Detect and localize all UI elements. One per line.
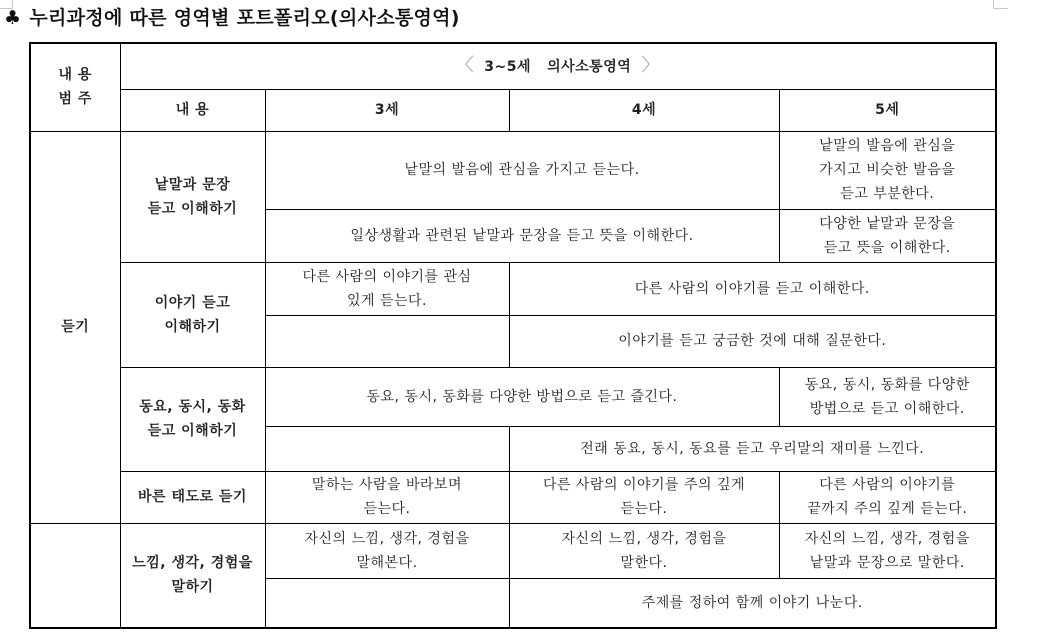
- content-label-proper-attitude: 바른 태도로 듣기: [120, 471, 265, 523]
- table-row: [30, 367, 996, 426]
- header-age-5: 5세: [779, 89, 996, 131]
- cell-age3-empty: [265, 426, 509, 471]
- cell-age3: 말하는 사람을 바라보며 듣는다.: [265, 471, 509, 523]
- banner-title: 3~5세 의사소통영역: [484, 58, 632, 75]
- cell-age45: 다른 사람의 이야기를 듣고 이해한다.: [509, 262, 996, 315]
- header-age-4: 4세: [509, 89, 779, 131]
- cell-age34: 동요, 동시, 동화를 다양한 방법으로 듣고 즐긴다.: [265, 367, 779, 426]
- table-row: [30, 131, 996, 209]
- content-label-songs-poems-tales: 동요, 동시, 동화 듣고 이해하기: [120, 367, 265, 471]
- cell-age45: 이야기를 듣고 궁금한 것에 대해 질문한다.: [509, 315, 996, 367]
- cell-age34: 낱말의 발음에 관심을 가지고 듣는다.: [265, 131, 779, 209]
- category-speaking: [30, 523, 120, 628]
- cell-age34: 일상생활과 관련된 낱말과 문장을 듣고 뜻을 이해한다.: [265, 209, 779, 262]
- portfolio-table: [29, 42, 997, 629]
- category-listening: 듣기: [30, 131, 120, 523]
- document-heading: [4, 3, 460, 30]
- cell-age3: 다른 사람의 이야기를 관심 있게 듣는다.: [265, 262, 509, 315]
- left-angle-mark: 〈: [455, 54, 475, 76]
- cell-age4: 다른 사람의 이야기를 주의 깊게 듣는다.: [509, 471, 779, 523]
- cell-age5: 낱말의 발음에 관심을 가지고 비슷한 발음을 듣고 부분한다.: [779, 131, 996, 209]
- cell-age5: 동요, 동시, 동화를 다양한 방법으로 듣고 이해한다.: [779, 367, 996, 426]
- document-heading-text: 누리과정에 따른 영역별 포트폴리오(의사소통영역): [29, 7, 460, 29]
- table-row: [30, 523, 996, 578]
- table-row: [30, 471, 996, 523]
- right-angle-mark: 〉: [641, 54, 660, 76]
- cell-age3: 자신의 느낌, 생각, 경험을 말해본다.: [265, 523, 509, 578]
- content-label-words-sentences: 낱말과 문장 듣고 이해하기: [120, 131, 265, 262]
- corner-label-cell: 내 용 범 주: [30, 43, 120, 131]
- cell-age3-empty: [265, 578, 509, 628]
- cell-age45: 주제를 정하여 함께 이야기 나눈다.: [509, 578, 996, 628]
- club-suit-icon: ♣: [4, 7, 22, 29]
- cell-age5: 다른 사람의 이야기를 끝까지 주의 깊게 듣는다.: [779, 471, 996, 523]
- table-row: [30, 262, 996, 315]
- column-header-row: [30, 89, 996, 131]
- banner-cell: [120, 43, 996, 89]
- banner-row: [30, 43, 996, 89]
- page-corner-mark-right: [993, 0, 1008, 9]
- content-label-story-listening: 이야기 듣고 이해하기: [120, 262, 265, 367]
- cell-age4: 자신의 느낌, 생각, 경험을 말한다.: [509, 523, 779, 578]
- header-age-3: 3세: [265, 89, 509, 131]
- header-content: 내 용: [120, 89, 265, 131]
- cell-age5: 다양한 낱말과 문장을 듣고 뜻을 이해한다.: [779, 209, 996, 262]
- cell-age3-empty: [265, 315, 509, 367]
- cell-age45: 전래 동요, 동시, 동요를 듣고 우리말의 재미를 느낀다.: [509, 426, 996, 471]
- content-label-express-feelings: 느낌, 생각, 경험을 말하기: [120, 523, 265, 628]
- cell-age5: 자신의 느낌, 생각, 경험을 낱말과 문장으로 말한다.: [779, 523, 996, 578]
